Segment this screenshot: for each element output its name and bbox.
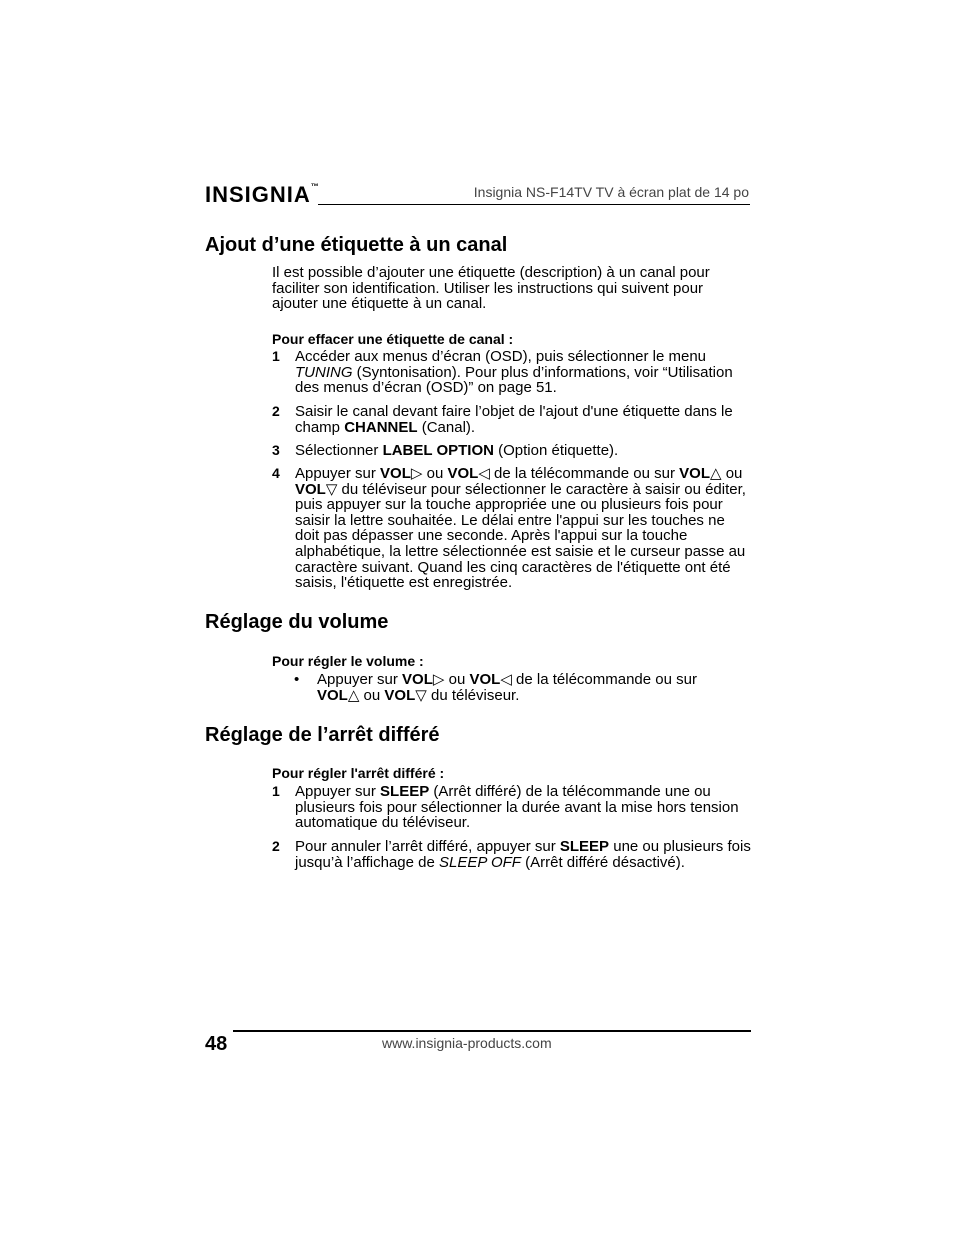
arrow-left-icon: ◁	[500, 671, 512, 688]
arrow-right-icon: ▷	[410, 465, 423, 482]
logo-trademark: ™	[310, 182, 319, 191]
step-text: Appuyer sur	[317, 671, 403, 688]
step-text: Saisir le canal devant faire l’objet de l'ajout d'une étiquette dans le champ	[295, 403, 733, 436]
step-number: 4	[272, 465, 280, 481]
sleep-key: SLEEP	[380, 783, 430, 800]
vol-key: VOL	[447, 465, 479, 482]
step-text: du téléviseur.	[426, 686, 520, 704]
arrow-down-icon: ▽	[415, 686, 427, 704]
option-name: LABEL OPTION	[382, 442, 494, 459]
list-item	[272, 839, 752, 870]
list-item	[272, 443, 752, 459]
step-number: 1	[272, 783, 280, 799]
subheading-sleep: Pour régler l'arrêt différé :	[272, 765, 445, 781]
step-text: de la télécommande ou sur	[511, 671, 697, 688]
step-text: Accéder aux menus d’écran (OSD), puis sélectionner le menu	[295, 348, 707, 365]
vol-key: VOL	[469, 671, 501, 688]
brand-logo	[205, 182, 319, 208]
step-text: ou	[444, 671, 470, 688]
step-text: (Canal).	[417, 418, 476, 436]
list-item	[272, 466, 752, 591]
vol-key: VOL	[380, 465, 411, 482]
step-text: ou	[422, 465, 448, 482]
step-text: (Syntonisation). Pour plus d’informations, voir “Utilisation des menus d’écran (OSD)” on page 51.	[295, 363, 733, 397]
step-text: une ou plusieurs fois jusqu’à l’affichage de	[295, 838, 751, 871]
section-intro: Il est possible d’ajouter une étiquette (description) à un canal pour faciliter son identification. Utiliser les instructions qui suivent pour ajouter une étiquette à un canal.	[272, 264, 710, 313]
step-text: Sélectionner	[295, 442, 383, 459]
step-number: 3	[272, 442, 280, 458]
step-text: du téléviseur pour sélectionner le caractère à saisir ou éditer, puis appuyer sur la touche appropriée une ou plusieurs fois pour saisir la lettre souhaitée. Le délai entre l'appui sur les touches ne doit pas dépasser une seconde. Après l'appui sur la touche alphabétique, la lettre sélectionnée est saisie et le curseur passe au caractère suivant. Quand les cinq caractères de l'étiquette ont été saisis, l'étiquette est enregistrée.	[295, 480, 746, 592]
step-number: 1	[272, 348, 280, 364]
menu-name: TUNING	[295, 363, 353, 381]
subheading-volume: Pour régler le volume :	[272, 653, 424, 669]
step-text: Appuyer sur	[295, 783, 381, 800]
sleep-key: SLEEP	[559, 838, 610, 855]
step-text: Pour annuler l’arrêt différé, appuyer sur	[295, 838, 560, 855]
vol-key: VOL	[679, 465, 710, 482]
footer-url: www.insignia-products.com	[382, 1035, 552, 1051]
subheading-clear-label: Pour effacer une étiquette de canal :	[272, 331, 514, 347]
vol-key: VOL	[402, 671, 433, 688]
arrow-down-icon: ▽	[325, 480, 338, 498]
step-text: ou	[359, 686, 385, 704]
section-heading-sleep: Réglage de l’arrêt différé	[205, 724, 440, 746]
list-item	[272, 784, 752, 831]
vol-key: VOL	[384, 686, 416, 704]
step-text: (Arrêt différé désactivé).	[520, 853, 685, 871]
list-item	[272, 404, 752, 435]
header-title: Insignia NS-F14TV TV à écran plat de 14 po	[473, 184, 749, 200]
step-text: de la télécommande ou sur	[489, 465, 680, 482]
vol-key: VOL	[317, 686, 348, 704]
step-number: 2	[272, 838, 280, 854]
list-item	[272, 349, 752, 396]
step-text: Appuyer sur	[295, 465, 381, 482]
arrow-right-icon: ▷	[432, 671, 445, 688]
page-number: 48	[205, 1033, 228, 1055]
logo-text: INSIGNIA	[205, 182, 311, 207]
footer-rule	[233, 1030, 751, 1032]
step-text: ou	[725, 465, 743, 482]
arrow-up-icon: △	[709, 465, 722, 482]
section-heading-label: Ajout d’une étiquette à un canal	[205, 234, 508, 256]
arrow-left-icon: ◁	[478, 465, 490, 482]
header-rule	[318, 204, 750, 205]
step-text: (Arrêt différé) de la télécommande une ou plusieurs fois pour sélectionner la durée avant la mise hors tension automatique du téléviseur.	[295, 783, 739, 832]
vol-key: VOL	[295, 480, 326, 498]
status-text: SLEEP OFF	[439, 853, 521, 871]
field-name: CHANNEL	[344, 418, 418, 436]
step-text: (Option étiquette).	[493, 442, 619, 459]
section-heading-volume: Réglage du volume	[205, 611, 389, 633]
step-number: 2	[272, 403, 280, 419]
bullet: •	[294, 671, 300, 688]
list-item	[294, 672, 734, 703]
arrow-up-icon: △	[347, 686, 360, 704]
